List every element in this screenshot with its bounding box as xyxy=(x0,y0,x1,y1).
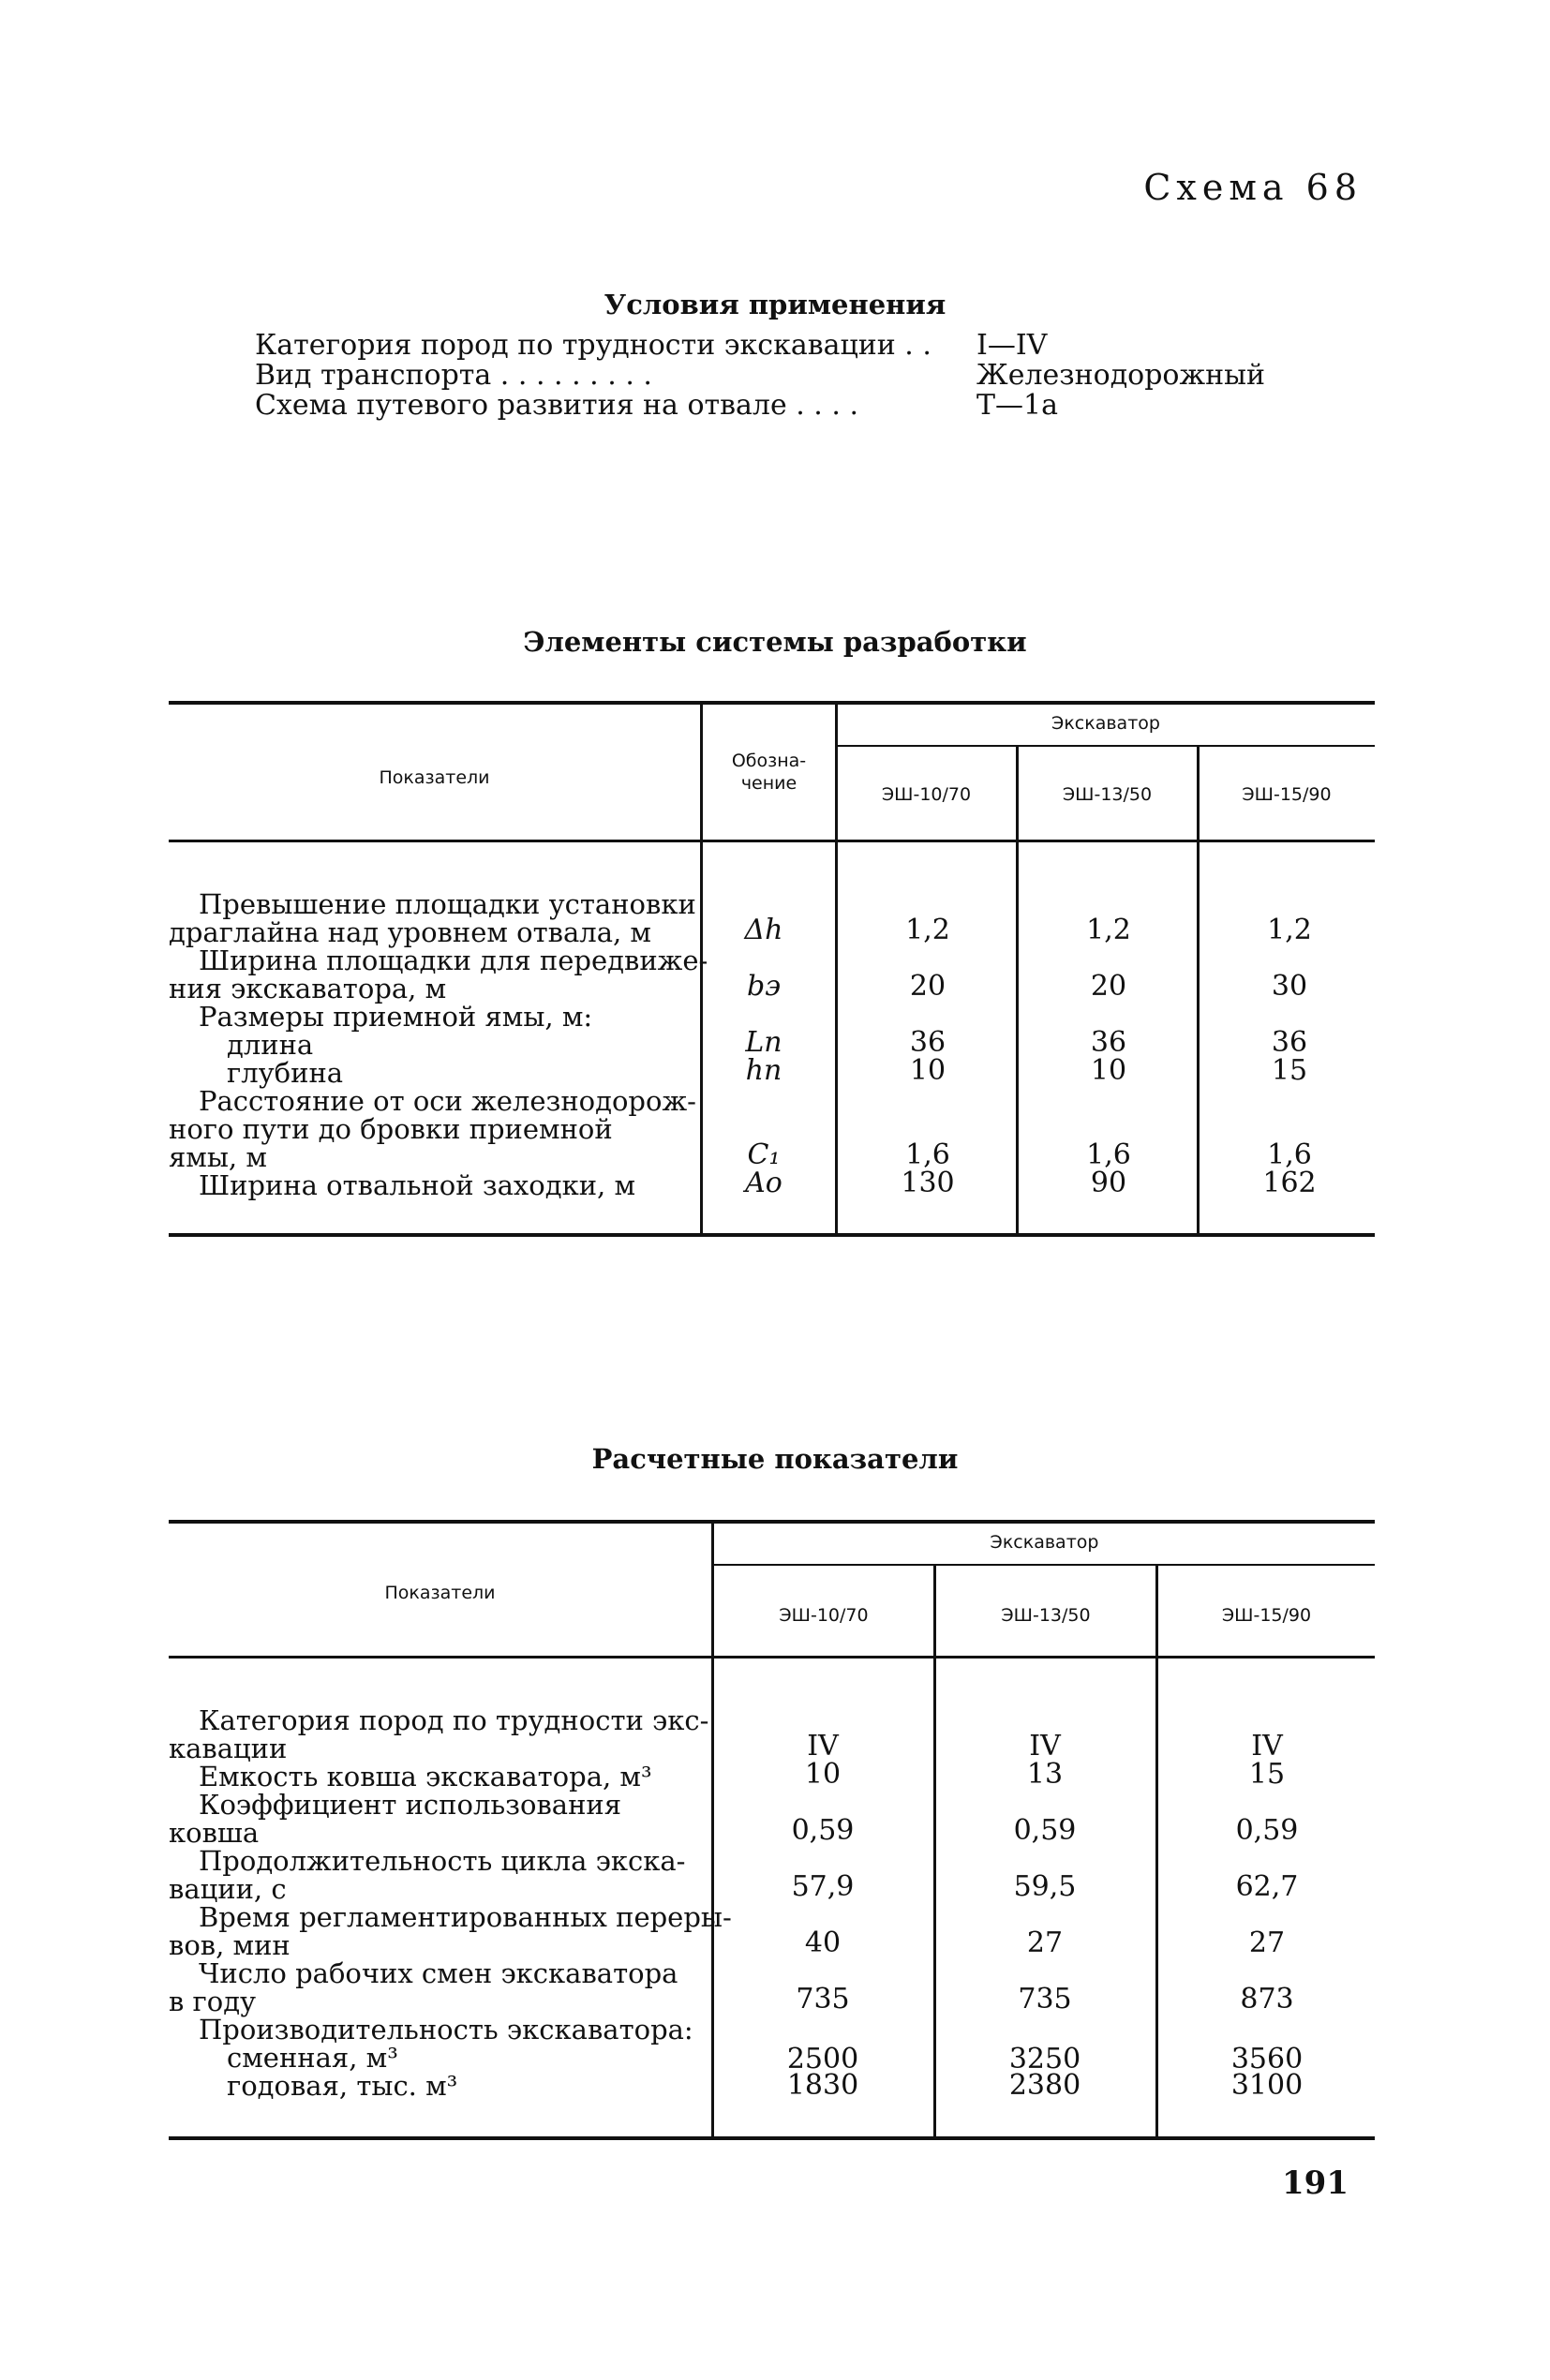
value-cell: IV xyxy=(1251,1730,1283,1763)
value-cell: 90 xyxy=(1090,1167,1127,1199)
value-cell: 2380 xyxy=(1008,2069,1081,2102)
value-cell: 873 xyxy=(1240,1983,1294,2016)
table-rule xyxy=(169,1233,1375,1237)
row-label: ного пути до бровки приемной xyxy=(169,1113,613,1145)
table-divider xyxy=(700,842,703,1233)
conditions-title: Условия применения xyxy=(604,289,946,320)
condition-row xyxy=(255,330,1047,362)
table-divider xyxy=(1155,1659,1158,2136)
value-cell: IV xyxy=(807,1730,839,1763)
value-cell: 1,6 xyxy=(1267,1138,1312,1171)
condition-value: Железнодорожный xyxy=(976,359,1265,392)
condition-label: Категория пород по трудности экскавации . . xyxy=(255,329,931,362)
value-cell: 40 xyxy=(804,1926,842,1959)
row-label: Продолжительность цикла экска- xyxy=(199,1845,686,1877)
value-cell: 62,7 xyxy=(1235,1870,1299,1903)
value-cell: 20 xyxy=(909,970,946,1003)
value-cell: 20 xyxy=(1090,970,1127,1003)
symbol-cell: C₁ xyxy=(747,1138,781,1171)
value-cell: 15 xyxy=(1248,1758,1286,1791)
calc-title: Расчетные показатели xyxy=(591,1443,959,1475)
value-cell: 162 xyxy=(1262,1167,1317,1199)
table-divider xyxy=(835,842,838,1233)
row-label: Ширина отвальной заходки, м xyxy=(199,1169,636,1201)
table-rule xyxy=(169,2136,1375,2140)
value-cell: 735 xyxy=(796,1983,850,2016)
row-label: годовая, тыс. м³ xyxy=(227,2070,458,2102)
value-cell: 36 xyxy=(1271,1026,1308,1059)
row-label: в году xyxy=(169,1986,257,2017)
col-header-model: ЭШ-13/50 xyxy=(1062,784,1153,805)
col-header-indicator: Показатели xyxy=(384,1583,496,1603)
row-label: сменная, м³ xyxy=(227,2042,398,2074)
condition-value: Т—1а xyxy=(976,389,1058,422)
value-cell: 1,2 xyxy=(1267,914,1312,946)
value-cell: 3560 xyxy=(1230,2043,1304,2075)
row-label: Превышение площадки установки xyxy=(199,888,696,920)
value-cell: 59,5 xyxy=(1013,1870,1077,1903)
condition-label: Вид транспорта . . . . . . . . . xyxy=(255,359,652,392)
col-header-model: ЭШ-15/90 xyxy=(1242,784,1332,805)
value-cell: 27 xyxy=(1026,1926,1064,1959)
row-label: драглайна над уровнем отвала, м xyxy=(169,916,651,948)
value-cell: 15 xyxy=(1271,1054,1308,1087)
table-rule xyxy=(169,840,1375,842)
value-cell: 36 xyxy=(909,1026,946,1059)
condition-value: I—IV xyxy=(976,329,1048,362)
value-cell: 0,59 xyxy=(1235,1814,1299,1847)
value-cell: 2500 xyxy=(786,2043,859,2075)
row-label: Ширина площадки для передвиже- xyxy=(199,945,708,976)
row-label: Категория пород по трудности экс- xyxy=(199,1704,709,1736)
row-label: ямы, м xyxy=(169,1141,267,1173)
value-cell: 1830 xyxy=(786,2069,859,2102)
condition-row xyxy=(255,390,1058,422)
symbol-cell: Aо xyxy=(745,1167,782,1199)
row-label: Емкость ковша экскаватора, м³ xyxy=(199,1761,652,1792)
table-divider xyxy=(1016,842,1019,1233)
value-cell: IV xyxy=(1029,1730,1061,1763)
col-header-excavator: Экскаватор xyxy=(1051,713,1160,734)
scheme-label: Схема 68 xyxy=(1143,167,1363,208)
value-cell: 10 xyxy=(909,1054,946,1087)
value-cell: 735 xyxy=(1018,1983,1072,2016)
row-label: Размеры приемной ямы, м: xyxy=(199,1001,593,1033)
table-rule xyxy=(714,1564,1375,1566)
value-cell: 57,9 xyxy=(791,1870,855,1903)
row-label: длина xyxy=(227,1029,314,1061)
row-label: вации, с xyxy=(169,1873,287,1905)
symbol-cell: hп xyxy=(745,1054,782,1087)
value-cell: 0,59 xyxy=(791,1814,855,1847)
row-label: ковша xyxy=(169,1817,260,1849)
col-header-excavator: Экскаватор xyxy=(990,1532,1099,1553)
symbol-cell: bэ xyxy=(746,970,781,1003)
table-rule xyxy=(169,1656,1375,1659)
col-header-model: ЭШ-15/90 xyxy=(1221,1605,1312,1626)
elements-title: Элементы системы разработки xyxy=(523,626,1027,658)
row-label: Коэффициент использования xyxy=(199,1789,622,1821)
symbol-cell: Lп xyxy=(745,1026,782,1059)
value-cell: 130 xyxy=(901,1167,955,1199)
page-number: 191 xyxy=(1282,2164,1349,2202)
table-rule xyxy=(169,701,1375,705)
col-header-model: ЭШ-13/50 xyxy=(1001,1605,1091,1626)
value-cell: 1,2 xyxy=(905,914,950,946)
table-rule xyxy=(837,745,1375,747)
row-label: Время регламентированных переры- xyxy=(199,1901,732,1933)
value-cell: 0,59 xyxy=(1013,1814,1077,1847)
col-header-indicator: Показатели xyxy=(379,767,490,788)
value-cell: 10 xyxy=(804,1758,842,1791)
row-label: глубина xyxy=(227,1057,344,1089)
value-cell: 10 xyxy=(1090,1054,1127,1087)
value-cell: 3100 xyxy=(1230,2069,1304,2102)
value-cell: 3250 xyxy=(1008,2043,1081,2075)
value-cell: 1,2 xyxy=(1086,914,1131,946)
value-cell: 1,6 xyxy=(1086,1138,1131,1171)
table-divider xyxy=(711,1659,714,2136)
col-header-model: ЭШ-10/70 xyxy=(779,1605,869,1626)
table-divider xyxy=(933,1659,936,2136)
symbol-cell: Δh xyxy=(744,914,783,946)
condition-label: Схема путевого развития на отвале . . . . xyxy=(255,389,858,422)
value-cell: 30 xyxy=(1271,970,1308,1003)
value-cell: 13 xyxy=(1026,1758,1064,1791)
table-divider xyxy=(1197,842,1200,1233)
col-header-symbol: Обозна- чение xyxy=(731,751,807,794)
value-cell: 1,6 xyxy=(905,1138,950,1171)
value-cell: 27 xyxy=(1248,1926,1286,1959)
row-label: Производительность экскаватора: xyxy=(199,2014,693,2045)
row-label: ния экскаватора, м xyxy=(169,973,447,1004)
table-rule xyxy=(169,1520,1375,1524)
condition-row xyxy=(255,360,1265,392)
row-label: вов, мин xyxy=(169,1929,291,1961)
value-cell: 36 xyxy=(1090,1026,1127,1059)
row-label: Число рабочих смен экскаватора xyxy=(199,1957,678,1989)
row-label: кавации xyxy=(169,1733,288,1764)
row-label: Расстояние от оси железнодорож- xyxy=(199,1085,696,1117)
col-header-model: ЭШ-10/70 xyxy=(881,784,972,805)
